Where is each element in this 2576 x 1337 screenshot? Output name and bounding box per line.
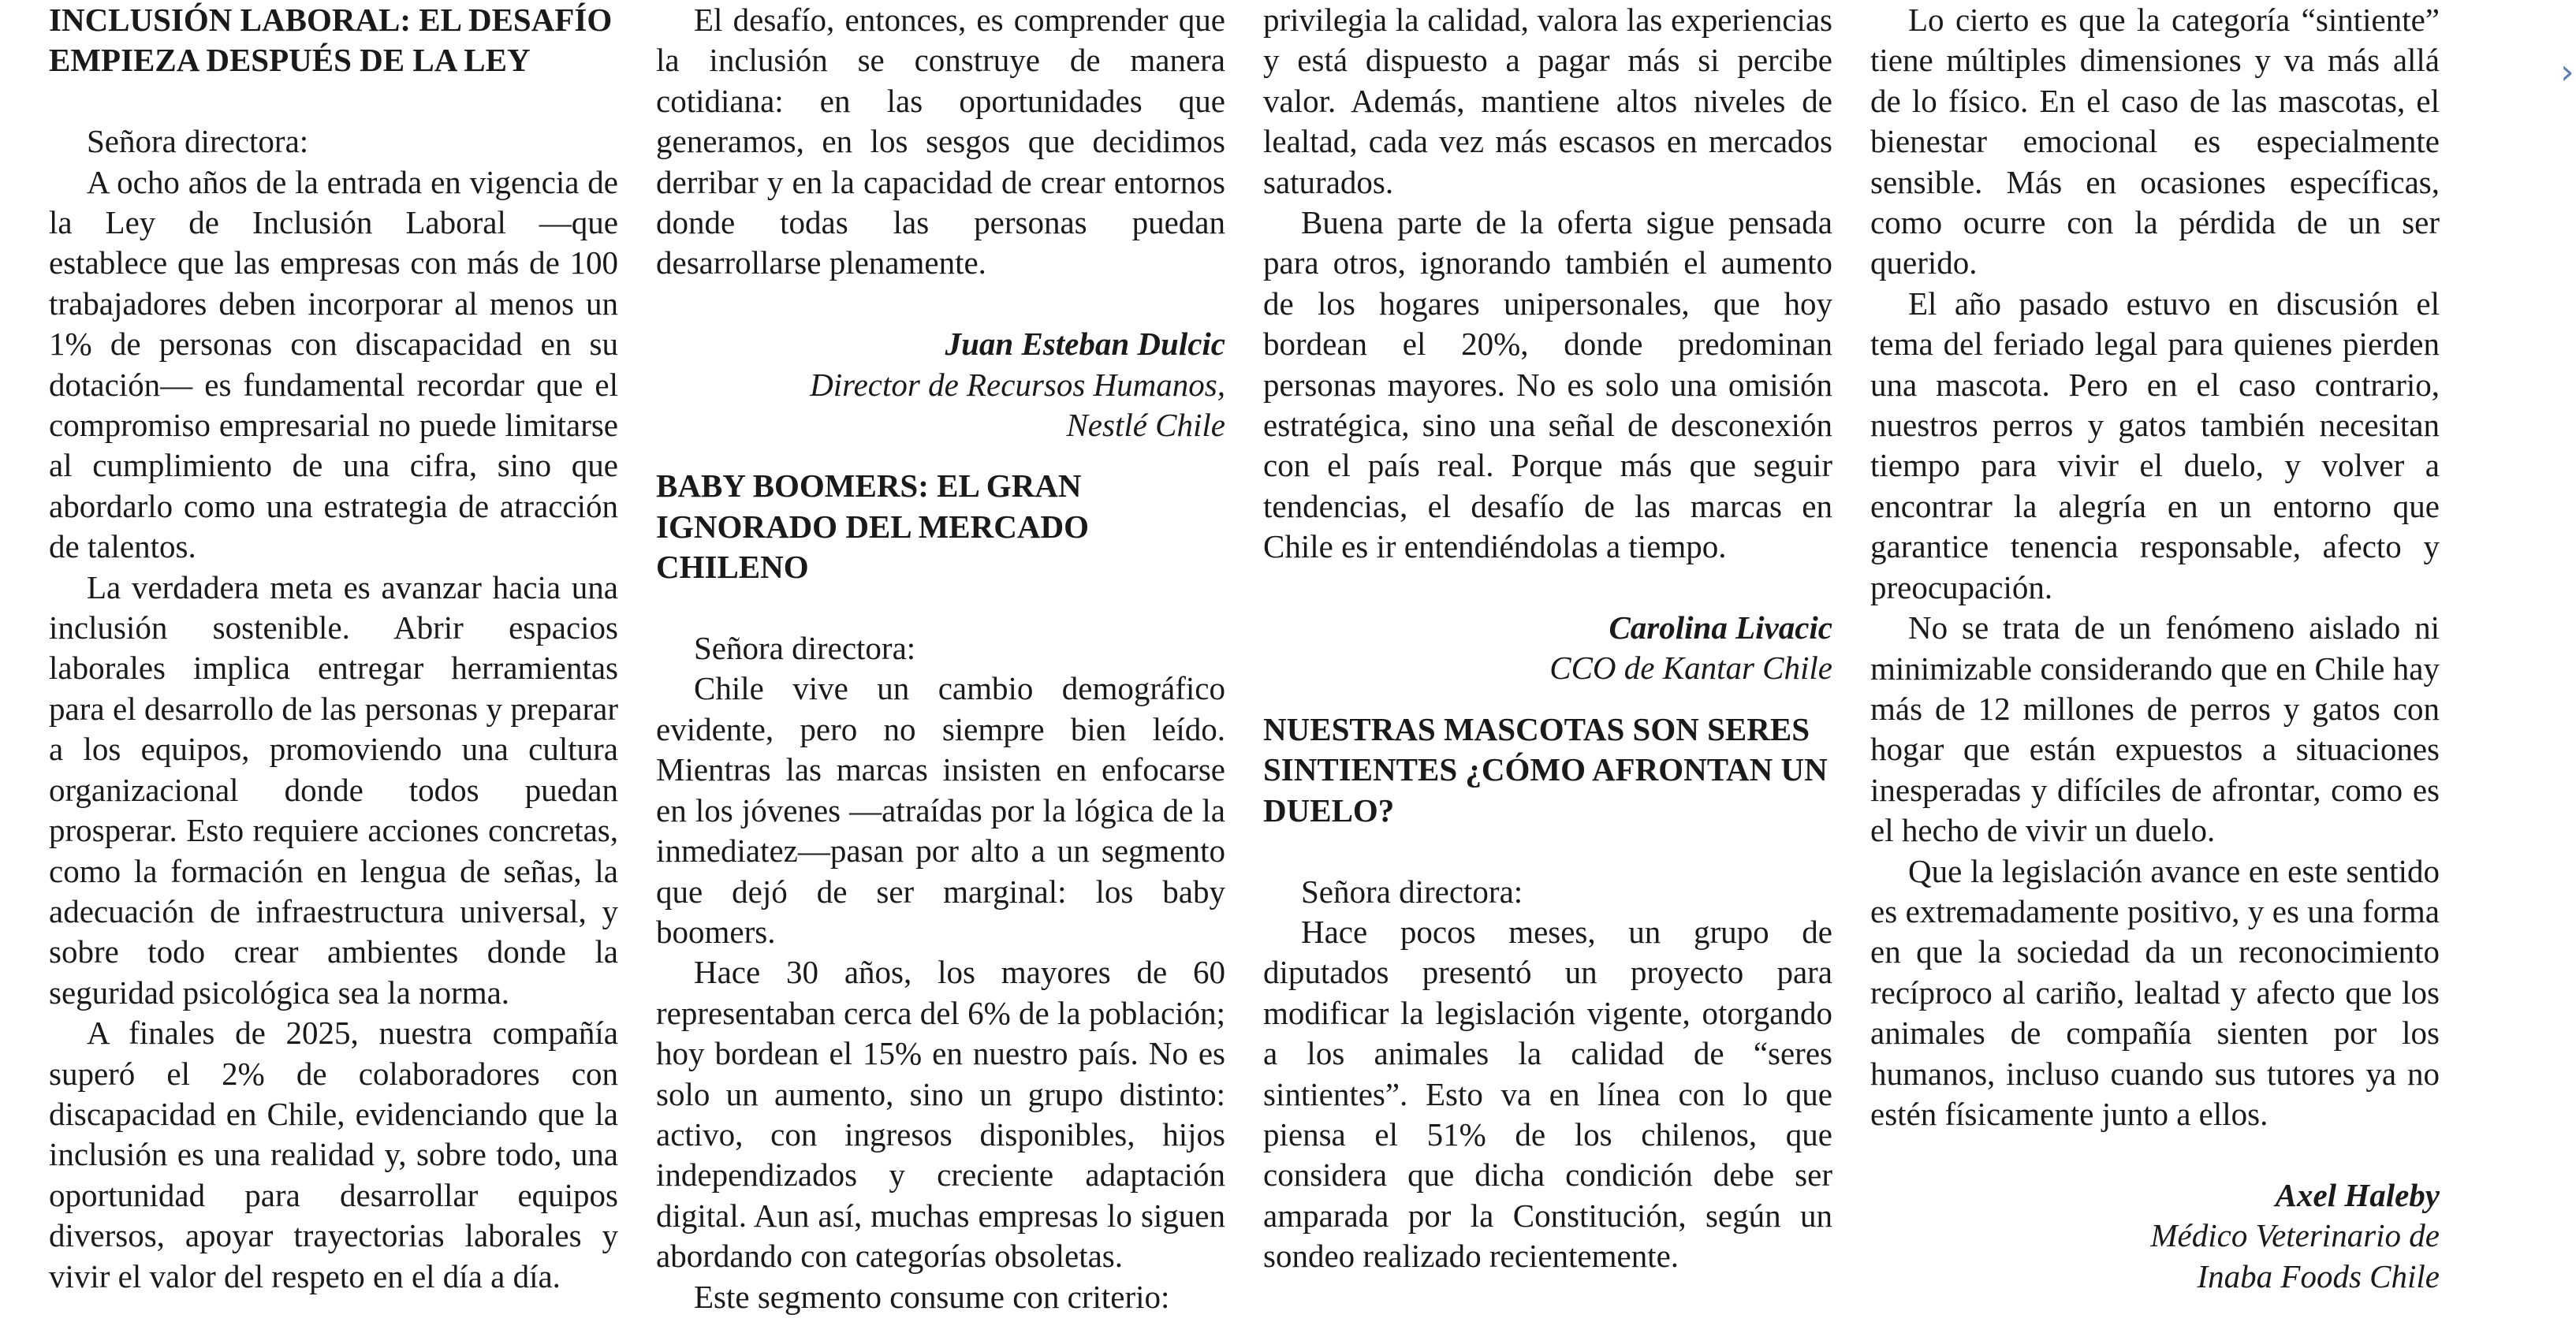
letter3-paragraph-3: El año pasado estuvo en discusión el tema del feriado legal para quienes pierden una mascota. Pero en el caso contrario, nuestros perros y gatos también necesitan tiempo para vivir el duelo, y volver a encontrar la alegría en un entorno que garantice tenencia responsable, afecto y preocupación. bbox=[1870, 285, 2440, 605]
letter2-paragraph-4: Buena parte de la oferta sigue pensada para otros, ignorando también el aumento de los hogares unipersonales, que hoy bordean el 20%, donde predominan personas mayores. No es solo una omisión estratégica, sino una señal de desconexión con el país real. Porque más que seguir tendencias, el desafío de las marcas en Chile es ir entendiéndolas a tiempo. bbox=[1263, 204, 1832, 565]
letter3-headline bbox=[1263, 709, 1832, 831]
letter1-paragraph-2: La verdadera meta es avanzar hacia una inclusión sostenible. Abrir espacios laborales implica entregar herramientas para el desarrollo de las personas y preparar a los equipos, promoviendo una cultura organizacional donde todos puedan prosperar. Esto requiere acciones concretas, como la formación en lengua de señas, la adecuación de infraestructura universal, y sobre todo crear ambientes donde la seguridad psicológica sea la norma. bbox=[49, 568, 618, 1011]
letter1-headline-line1: INCLUSIÓN LABORAL: EL DESAFÍO bbox=[49, 2, 613, 38]
column-4 bbox=[1870, 0, 2440, 1297]
column-3 bbox=[1263, 0, 1832, 1277]
letter3-paragraph-1: Hace pocos meses, un grupo de diputados presentó un proyecto para modificar la legislación vigente, otorgando a los animales la calidad de “seres sintientes”. Esto va en línea con lo que piensa el 51% de los chilenos, que considera que dicha condición debe ser amparada por la Constitución, según un sondeo realizado recientemente. bbox=[1263, 913, 1832, 1275]
letter2-headline-line1: BABY BOOMERS: EL GRAN bbox=[656, 467, 1082, 505]
letter3-signature-org: Inaba Foods Chile bbox=[2197, 1257, 2440, 1294]
letter3-signature-name: Axel Haleby bbox=[2275, 1176, 2440, 1213]
letter1-headline-line2: EMPIEZA DESPUÉS DE LA LEY bbox=[49, 42, 531, 79]
letter3-paragraph-4: No se trata de un fenómeno aislado ni minimizable considerando que en Chile hay más de 12 millones de perros y gatos con hogar que están expuestos a situaciones inesperadas y difíciles de afrontar, como es el hecho de vivir un duelo. bbox=[1870, 609, 2440, 849]
letter2-salutation: Señora directora: bbox=[694, 630, 916, 667]
letter2-signature-name: Carolina Livacic bbox=[1609, 609, 1832, 646]
letter3-paragraph-5: Que la legislación avance en este sentido es extremadamente positivo, y es una forma en que la sociedad da un reconocimiento recíproco al cariño, lealtad y afecto que los animales de compañía sienten por los humanos, incluso cuando sus tutores ya no estén físicamente junto a ellos. bbox=[1870, 852, 2440, 1132]
letter1-salutation: Señora directora: bbox=[87, 123, 309, 160]
letter3-signature-role: Médico Veterinario de bbox=[2150, 1217, 2440, 1254]
letter2-paragraph-2: Hace 30 años, los mayores de 60 representaban cerca del 6% de la población; hoy bordean el 15% en nuestro país. No es solo un aumento, sino un grupo distinto: activo, con ingresos disponibles, hijos independizados y creciente adaptación digital. Aun así, muchas empresas lo siguen abordando con categorías obsoletas. bbox=[656, 954, 1225, 1275]
letter1-signature-org: Nestlé Chile bbox=[1066, 407, 1225, 444]
letter2-paragraph-3-continued: privilegia la calidad, valora las experiencias y está dispuesto a pagar más si percibe valor. Además, mantiene altos niveles de lealtad, cada vez más escasos en mercados saturados. bbox=[1263, 2, 1832, 200]
column-2 bbox=[656, 0, 1225, 1317]
letter2-headline bbox=[656, 466, 1225, 587]
letter1-signature-role: Director de Recursos Humanos, bbox=[810, 366, 1225, 403]
letter1-headline bbox=[49, 0, 618, 81]
letter2-paragraph-1: Chile vive un cambio demográfico evidente, pero no siempre bien leído. Mientras las marcas insisten en enfocarse en los jóvenes —atraídas por la lógica de la inmediatez—pasan por alto a un segmento que dejó de ser marginal: los baby boomers. bbox=[656, 670, 1225, 950]
letter3-headline-line2: SINTIENTES ¿CÓMO AFRONTAN UN bbox=[1263, 751, 1828, 788]
letter3-headline-line1: NUESTRAS MASCOTAS SON SERES bbox=[1263, 710, 1810, 747]
letter1-paragraph-1: A ocho años de la entrada en vigencia de la Ley de Inclusión Laboral —que establece que las empresas con más de 100 trabajadores deben incorporar al menos un 1% de personas con discapacidad en su dotación— es fundamental recordar que el compromiso empresarial no puede limitarse al cumplimiento de una cifra, sino que abordarlo como una estrategia de atracción de talentos. bbox=[49, 163, 618, 565]
letter2-headline-line2: IGNORADO DEL MERCADO bbox=[656, 508, 1089, 545]
letter1-paragraph-4: El desafío, entonces, es comprender que la inclusión se construye de manera cotidiana: en las oportunidades que generamos, en los sesgos que decidimos derribar y en la capacidad de crear entornos donde todas las personas puedan desarrollarse plenamente. bbox=[656, 2, 1225, 281]
chevron-right-icon[interactable]: › bbox=[2560, 57, 2574, 88]
letter2-signature-role: CCO de Kantar Chile bbox=[1549, 650, 1832, 687]
letter3-salutation: Señora directora: bbox=[1301, 873, 1523, 910]
letter1-signature-name: Juan Esteban Dulcic bbox=[945, 326, 1225, 363]
letter2-paragraph-3-start: Este segmento consume con criterio: bbox=[694, 1278, 1170, 1315]
letter2-headline-line3: CHILENO bbox=[656, 549, 809, 586]
column-1 bbox=[49, 0, 618, 1297]
letter3-paragraph-2: Lo cierto es que la categoría “sintiente” tiene múltiples dimensiones y va más allá de lo físico. En el caso de las mascotas, el bienestar emocional es especialmente sensible. Más en ocasiones específicas, como ocurre con la pérdida de un ser querido. bbox=[1870, 2, 2440, 281]
letter3-headline-line3: DUELO? bbox=[1263, 791, 1395, 829]
letter1-paragraph-3: A finales de 2025, nuestra compañía superó el 2% de colaboradores con discapacidad en Chile, evidenciando que la inclusión es una realidad y, sobre todo, una oportunidad para desarrollar equipos diversos, apoyar trayectorias laborales y vivir el valor del respeto en el día a día. bbox=[49, 1015, 618, 1294]
